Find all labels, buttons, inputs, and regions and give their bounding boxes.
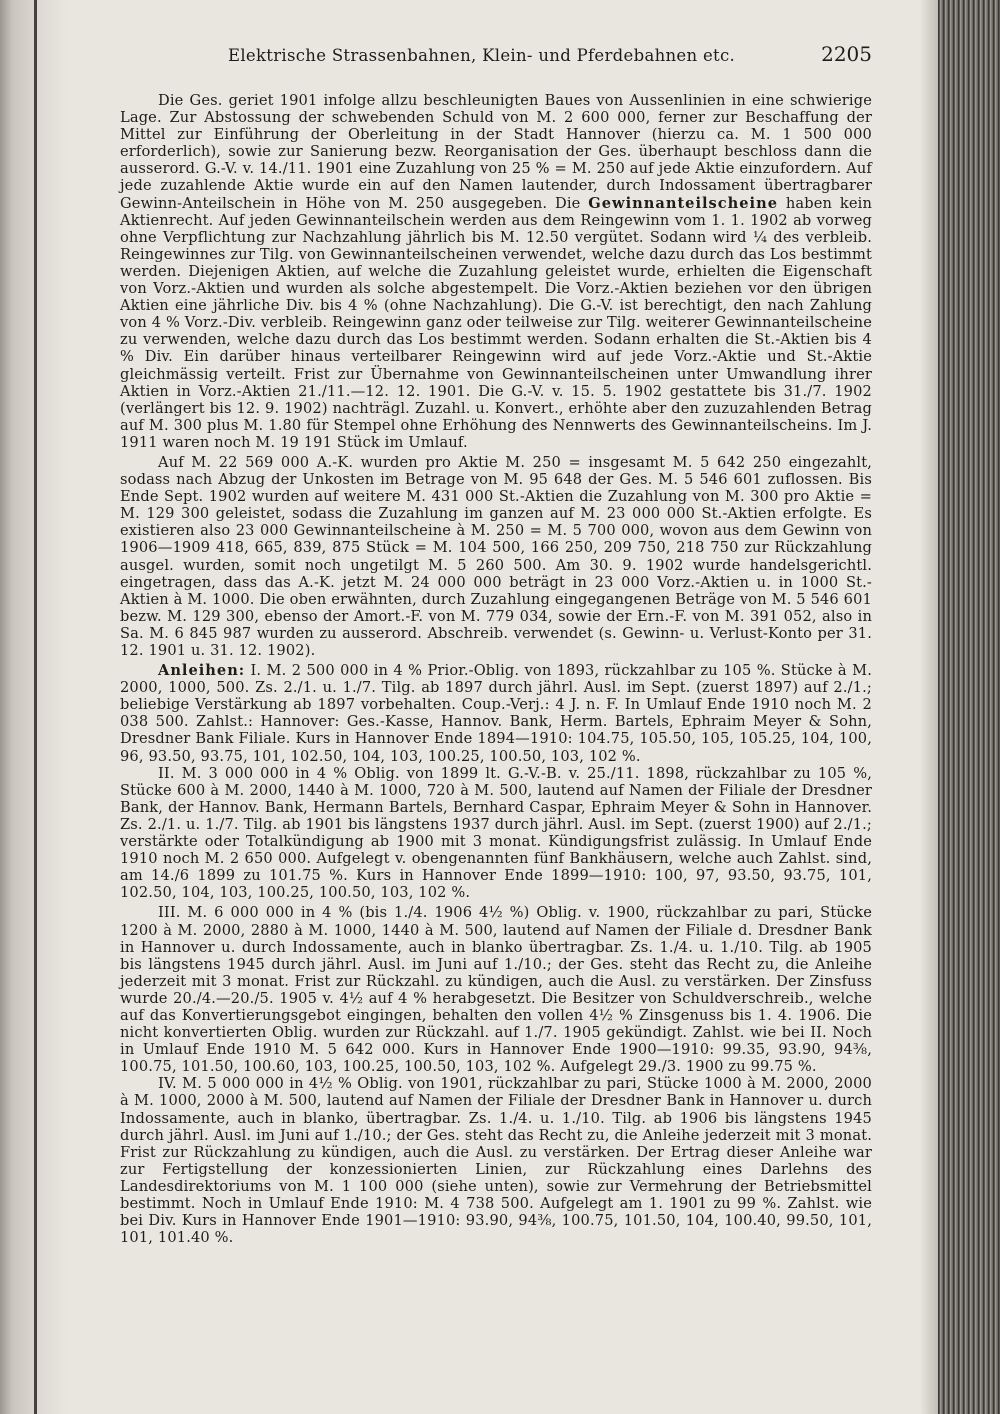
body-text — [120, 92, 872, 1246]
edge-shadow — [920, 0, 938, 1414]
paragraph-gewinnanteilscheine — [120, 92, 872, 451]
paragraph-text: IV. M. 5 000 000 in 4½ % Oblig. von 1901, rückzahlbar zu pari, Stücke 1000 à M. 2000, 2000 à M. 1000, 2000 à M. 500, lautend auf Namen der Filiale der Dresdner Bank in Hannover u. durch Indossamente, auch in blanko, übertragbar. Zs. 1./4. u. 1./10. Tilg. ab 1906 bis längstens 1945 durch jährl. Ausl. im Juni auf 1./10.; der Ges. steht das Recht zu, die Anleihe jederzeit mit 3 monat. Frist zur Rückzahlung zu kündigen, auch die Ausl. zu verstärken. Der Ertrag dieser Anleihe war zur Fertigstellung der konzessionierten Linien, zur Rückzahlung eines Darlehns des Landesdirektoriums von M. 1 100 000 (siehe unten), sowie zur Vermehrung der Betriebsmittel bestimmt. Noch in Umlauf Ende 1910: M. 4 738 500. Aufgelegt am 1. 1901 zu 99 %. Zahlst. wie bei Div. Kurs in Hannover Ende 1901—1910: 93.90, 94⅜, 100.75, 101.50, 104, 100.40, 99.50, 101, 101, 101.40 %. — [120, 1075, 872, 1247]
binding-edge — [34, 0, 37, 1414]
paragraph-anleihe-i — [120, 662, 872, 765]
paragraph-text: Auf M. 22 569 000 A.-K. wurden pro Aktie M. 250 = insgesamt M. 5 642 250 eingezahlt, sodass nach Abzug der Unkosten im Betrage von M. 95 648 der Ges. M. 5 546 601 zuflossen. Bis Ende Sept. 1902 wurden auf weitere M. 431 000 St.-Aktien die Zuzahlung von M. 300 pro Aktie = M. 129 300 geleistet, sodass die Zuzahlung im ganzen auf M. 23 000 000 St.-Aktien erfolgte. Es existieren also 23 000 Gewinnanteilscheine à M. 250 = M. 5 700 000, wovon aus dem Gewinn von 1906—1909 418, 665, 839, 875 Stück = M. 104 500, 166 250, 209 750, 218 750 zur Rückzahlung ausgel. wurden, somit noch ungetilgt M. 5 260 500. Am 30. 9. 1902 wurde handelsgerichtl. eingetragen, dass das A.-K. jetzt M. 24 000 000 beträgt in 23 000 Vorz.-Aktien u. in 1000 St.-Aktien à M. 1000. Die oben erwähnten, durch Zuzahlung eingegangenen Beträge von M. 5 546 601 bezw. M. 129 300, ebenso der Amort.-F. von M. 779 034, sowie der Ern.-F. von M. 391 052, also in Sa. M. 6 845 987 wurden zu ausserord. Abschreib. verwendet (s. Gewinn- u. Verlust-Konto per 31. 12. 1901 u. 31. 12. 1902). — [120, 453, 872, 659]
running-title: Elektrische Strassenbahnen, Klein- und Pferdebahnen etc. — [228, 46, 736, 65]
paragraph-text: III. M. 6 000 000 in 4 % (bis 1./4. 1906 4½ %) Oblig. v. 1900, rückzahlbar zu pari, Stücke 1200 à M. 2000, 2880 à M. 1000, 1440 à M. 500, lautend auf Namen der Filiale d. Dresdner Bank in Hannover u. durch Indossamente, auch in blanko übertragbar. Zs. 1./4. u. 1./10. Tilg. ab 1905 bis längstens 1945 durch jährl. Ausl. im Juni auf 1./10.; der Ges. steht das Recht zu, die Anleihe jederzeit mit 3 monat. Frist zur Rückzahl. zu kündigen, auch die Ausl. zu verstärken. Der Zinsfuss wurde 20./4.—20./5. 1905 v. 4½ auf 4 % herabgesetzt. Die Besitzer von Schuldverschreib., welche auf das Konvertierungsgebot eingingen, behalten den vollen 4½ % Zinsgenuss bis 1. 4. 1906. Die nicht konvertierten Oblig. wurden zur Rückzahl. auf 1./7. 1905 gekündigt. Zahlst. wie bei II. Noch in Umlauf Ende 1910 M. 5 642 000. Kurs in Hannover Ende 1900—1910: 99.35, 93.90, 94⅜, 100.75, 101.50, 100.60, 103, 100.25, 100.50, 103, 102 %. Aufgelegt 29./3. 1900 zu 99.75 %. — [120, 904, 872, 1076]
right-page-edges — [938, 0, 1000, 1414]
document-page — [80, 38, 880, 1247]
running-head — [80, 38, 880, 72]
paragraph-anleihe-ii — [120, 765, 872, 902]
paragraph-text: II. M. 3 000 000 in 4 % Oblig. von 1899 lt. G.-V.-B. v. 25./11. 1898, rückzahlbar zu 105 %, Stücke 600 à M. 2000, 1440 à M. 1000, 720 à M. 500, lautend auf Namen der Filiale der Dresdner Bank, der Hannov. Bank, Hermann Bartels, Bernhard Caspar, Ephraim Meyer & Sohn in Hannover. Zs. 2./1. u. 1./7. Tilg. ab 1901 bis längstens 1937 durch jährl. Ausl. im Sept. (zuerst 1900) auf 2./1.; verstärkte oder Totalkündigung ab 1900 mit 3 monat. Kündigungsfrist zulässig. In Umlauf Ende 1910 noch M. 2 650 000. Aufgelegt v. obengenannten fünf Bankhäusern, welche auch Zahlst. sind, am 14./6 1899 zu 101.75 %. Kurs in Hannover Ende 1899—1910: 100, 97, 93.50, 93.75, 101, 102.50, 104, 103, 100.25, 100.50, 103, 102 %. — [120, 764, 872, 902]
paragraph-text: haben kein Aktienrecht. Auf jeden Gewinnanteilschein werden aus dem Reingewinn vom 1. 1. 1902 ab vorweg ohne Verpflichtung zur Nachzahlung jährlich bis M. 12.50 vergütet. Sodann wird ¼ des verbleib. Reingewinnes zur Tilg. von Gewinnanteilscheinen verwendet, welche dazu durch das Los bestimmt werden. Diejenigen Aktien, auf welche die Zuzahlung geleistet wurde, erhielten die Eigenschaft von Vorz.-Aktien und wurden als solche abgestempelt. Die Vorz.-Aktien beziehen vor den übrigen Aktien eine jährliche Div. bis 4 % (ohne Nachzahlung). Die G.-V. ist berechtigt, den nach Zahlung von 4 % Vorz.-Div. verbleib. Reingewinn ganz oder teilweise zur Tilg. weiterer Gewinnanteilscheine zu verwenden, welche dazu durch das Los bestimmt werden. Sodann erhalten die St.-Aktien bis 4 % Div. Ein darüber hinaus verteilbarer Reingewinn wird auf jede Vorz.-Aktie und St.-Aktie gleichmässig verteilt. Frist zur Übernahme von Gewinnanteilscheinen unter Umwandlung ihrer Aktien in Vorz.-Aktien 21./11.—12. 12. 1901. Die G.-V. v. 15. 5. 1902 gestattete bis 31./7. 1902 (verlängert bis 12. 9. 1902) nachträgl. Zuzahl. u. Konvert., erhöhte aber den zuzuzahlenden Betrag auf M. 300 plus M. 1.80 für Stempel ohne Erhöhung des Nennwerts des Gewinnanteilscheins. Im J. 1911 waren noch M. 19 191 Stück im Umlauf. — [120, 194, 872, 451]
paragraph-text: Die Ges. geriet 1901 infolge allzu beschleunigten Baues von Aussenlinien in eine schwierige Lage. Zur Abstossung der schwebenden Schuld von M. 2 600 000, ferner zur Beschaffung der Mittel zur Einführung der Oberleitung in der Stadt Hannover (hierzu ca. M. 1 500 000 erforderlich), sowie zur Sanierung bezw. Reorganisation der Ges. überhaupt beschloss dann die ausserord. G.-V. v. 14./11. 1901 eine Zuzahlung von 25 % = M. 250 auf jede Aktie einzufordern. Auf jede zuzahlende Aktie wurde ein auf den Namen lautender, durch Indossament übertragbarer Gewinn-Anteilschein in Höhe von M. 250 ausgegeben. Die — [120, 92, 872, 212]
paragraph-anleihe-iii — [120, 904, 872, 1075]
section-heading: Anleihen: — [158, 662, 246, 680]
bold-term: Gewinnanteilscheine — [588, 194, 778, 212]
paragraph-zuzahlung — [120, 454, 872, 659]
paragraph-anleihe-iv — [120, 1075, 872, 1246]
left-page-gutter — [0, 0, 70, 1414]
page-number: 2205 — [821, 42, 872, 66]
paragraph-text: I. M. 2 500 000 in 4 % Prior.-Oblig. von 1893, rückzahlbar zu 105 %. Stücke à M. 2000, 1000, 500. Zs. 2./1. u. 1./7. Tilg. ab 1897 durch jährl. Ausl. im Sept. (zuerst 1897) auf 2./1.; beliebige Verstärkung ab 1897 vorbehalten. Coup.-Verj.: 4 J. n. F. In Umlauf Ende 1910 noch M. 2 038 500. Zahlst.: Hannover: Ges.-Kasse, Hannov. Bank, Herm. Bartels, Ephraim Meyer & Sohn, Dresdner Bank Filiale. Kurs in Hannover Ende 1894—1910: 104.75, 105.50, 105, 105.25, 104, 100, 96, 93.50, 93.75, 101, 102.50, 104, 103, 100.25, 100.50, 103, 102 %. — [120, 662, 872, 765]
